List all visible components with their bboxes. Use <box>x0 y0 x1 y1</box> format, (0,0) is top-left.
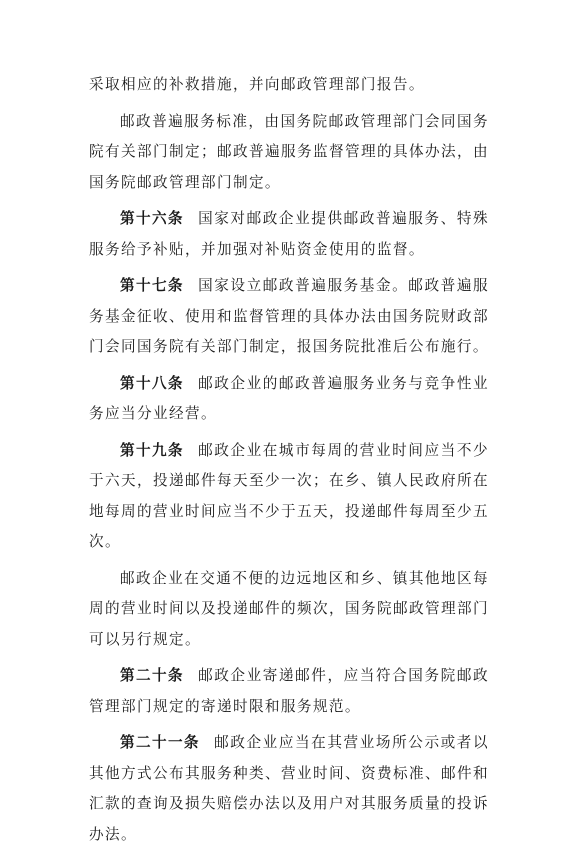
article-number: 第十八条 <box>120 374 184 392</box>
paragraph-article-15-part-2 <box>89 107 489 199</box>
paragraph-text: 邮政企业应当在其营业场所公示或者以其他方式公布其服务种类、营业时间、资费标准、邮件和汇款的查询及损失赔偿办法以及用户对其服务质量的投诉办法。 <box>89 734 489 843</box>
paragraph-text: 采取相应的补救措施，并向邮政管理部门报告。 <box>89 76 425 93</box>
paragraph-article-18 <box>89 369 489 430</box>
paragraph-article-17 <box>89 271 489 363</box>
paragraph-text: 国家对邮政企业提供邮政普遍服务、特殊服务给予补贴，并加强对补贴资金使用的监督。 <box>89 210 489 258</box>
paragraph-text: 国家设立邮政普遍服务基金。邮政普遍服务基金征收、使用和监督管理的具体办法由国务院财政部门会同国务院有关部门制定，报国务院批准后公布施行。 <box>89 277 489 355</box>
paragraph-article-16 <box>89 204 489 265</box>
paragraph-article-21 <box>89 728 489 850</box>
document-body <box>89 70 489 856</box>
paragraph-continuation <box>89 70 489 101</box>
paragraph-article-20 <box>89 661 489 722</box>
article-number: 第十六条 <box>120 210 184 227</box>
article-number: 第十九条 <box>120 441 184 459</box>
paragraph-article-19 <box>89 436 489 558</box>
article-number: 第二十条 <box>120 667 184 684</box>
paragraph-text: 邮政企业在城市每周的营业时间应当不少于六天，投递邮件每天至少一次；在乡、镇人民政府所在地每周的营业时间应当不少于五天，投递邮件每周至少五次。 <box>89 441 489 550</box>
article-number: 第二十一条 <box>120 734 200 751</box>
paragraph-text: 邮政普遍服务标准，由国务院邮政管理部门会同国务院有关部门制定；邮政普遍服务监督管理的具体办法，由国务院邮政管理部门制定。 <box>89 112 489 191</box>
article-number: 第十七条 <box>120 277 184 294</box>
paragraph-text: 邮政企业的邮政普遍服务业务与竞争性业务应当分业经营。 <box>89 374 489 422</box>
paragraph-article-19-part-2 <box>89 564 489 656</box>
paragraph-text: 邮政企业寄递邮件，应当符合国务院邮政管理部门规定的寄递时限和服务规范。 <box>89 667 489 715</box>
paragraph-text: 邮政企业在交通不便的边远地区和乡、镇其他地区每周的营业时间以及投递邮件的频次，国务院邮政管理部门可以另行规定。 <box>89 569 489 648</box>
